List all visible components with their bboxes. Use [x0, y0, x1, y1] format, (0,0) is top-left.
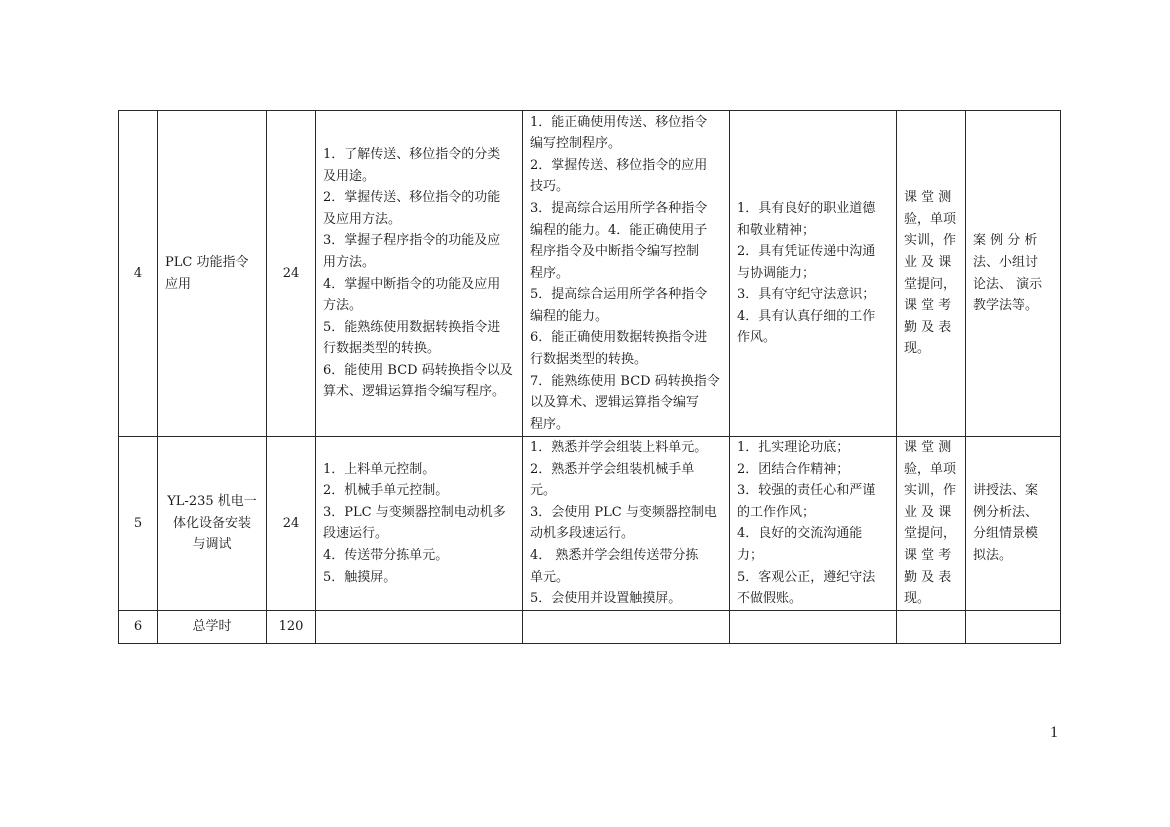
cell-text-line: 教学法等。	[973, 298, 1039, 314]
total-hours-value: 120	[278, 618, 304, 634]
cell-text-line: 元。	[530, 483, 557, 499]
cell-text-line: 和敬业精神；	[737, 222, 816, 238]
cell-text-line: 讲授法、案	[973, 483, 1039, 499]
hours-cell	[267, 111, 316, 437]
table-row	[119, 610, 1061, 643]
cell-text-line: 行数据类型的转换。	[323, 341, 441, 357]
cell-text-line: 及应用方法。	[323, 211, 402, 227]
cell-text-line: 实训，作	[904, 233, 957, 249]
row-number: 5	[133, 515, 143, 531]
cell-text-line: 不做假账。	[737, 591, 803, 607]
cell-text-line: 编写控制程序。	[530, 136, 622, 152]
cell-text-line: 分组情景模	[973, 526, 1039, 542]
cell-text-line: 课 堂 考	[904, 547, 952, 563]
cell-text-line: 2．团结合作精神；	[737, 461, 850, 477]
cell-text-line: 2．掌握传送、移位指令的功能	[323, 190, 501, 206]
cell-text-line: PLC 功能指令	[165, 254, 249, 270]
row-number-cell	[119, 610, 158, 643]
cell-text-line: 程序指令及中断指令编写控制	[530, 244, 700, 260]
cell-text-line: 的工作作风；	[737, 504, 816, 520]
row-number-cell	[119, 111, 158, 437]
cell-text-line: 业 及 课	[904, 504, 952, 520]
quality-objectives-cell	[730, 437, 897, 611]
skill-objectives-cell	[523, 610, 730, 643]
cell-text-line: 3．提高综合运用所学各种指令	[530, 200, 708, 216]
cell-text-line: 1．熟悉并学会组装上料单元。	[530, 440, 708, 455]
cell-text-line: 堂提问，	[904, 526, 957, 542]
assessment-method-cell	[897, 111, 966, 437]
cell-text-line: 拟法。	[973, 547, 1013, 563]
cell-text-line: 勤 及 表	[904, 319, 952, 335]
cell-text-line: 1．能正确使用传送、移位指令	[530, 114, 708, 130]
skill-objectives-cell	[523, 111, 730, 437]
skill-objectives-cell	[523, 437, 730, 611]
cell-text-line: YL-235 机电一	[167, 493, 257, 509]
cell-text-line: 行数据类型的转换。	[530, 352, 648, 368]
hours-cell	[267, 437, 316, 611]
cell-text-line: 6．能正确使用数据转换指令进	[530, 330, 708, 346]
cell-text-line: 业 及 课	[904, 254, 952, 270]
cell-text-line: 堂提问，	[904, 276, 957, 292]
cell-text-line: 5．触摸屏。	[323, 569, 397, 585]
cell-text-line: 5．能熟练使用数据转换指令进	[323, 319, 501, 335]
row-number: 4	[133, 265, 143, 281]
hours-value: 24	[282, 265, 300, 281]
cell-text-line: 2．掌握传送、移位指令的应用	[530, 157, 708, 173]
cell-text-line: 总学时	[192, 618, 232, 634]
cell-text-line: 3．掌握子程序指令的功能及应	[323, 233, 501, 249]
cell-text-line: 1．具有良好的职业道德	[737, 200, 876, 216]
cell-text-line: 3．较强的责任心和严谨	[737, 483, 876, 499]
cell-text-line: 与协调能力；	[737, 265, 816, 281]
teaching-method-cell	[966, 610, 1061, 643]
cell-text-line: 例分析法、	[973, 504, 1039, 520]
page-number: 1	[1050, 724, 1058, 741]
cell-text-line: 案 例 分 析	[973, 233, 1038, 249]
cell-text-line: 实训，作	[904, 483, 957, 499]
table-row	[119, 437, 1061, 611]
cell-text-line: 力；	[737, 547, 764, 563]
cell-text-line: 法、小组讨	[973, 254, 1039, 270]
cell-text-line: 5．提高综合运用所学各种指令	[530, 287, 708, 303]
row-number: 6	[133, 618, 143, 634]
cell-text-line: 2．具有凭证传递中沟通	[737, 244, 876, 260]
cell-text-line: 算术、逻辑运算指令编写程序。	[323, 384, 506, 400]
cell-text-line: 作风。	[737, 330, 777, 346]
teaching-method-cell	[966, 437, 1061, 611]
quality-objectives-cell	[730, 111, 897, 437]
cell-text-line: 程序。	[530, 265, 570, 281]
teaching-method-cell	[966, 111, 1061, 437]
cell-text-line: 3．PLC 与变频器控制电动机多	[323, 504, 506, 520]
row-number-cell	[119, 437, 158, 611]
cell-text-line: 课 堂 考	[904, 298, 952, 314]
knowledge-objectives-cell	[316, 437, 523, 611]
cell-text-line: 1．扎实理论功底；	[737, 440, 850, 455]
cell-text-line: 课 堂 测	[904, 440, 952, 455]
cell-text-line: 动机多段速运行。	[530, 526, 635, 542]
cell-text-line: 论法、 演示	[973, 276, 1043, 292]
quality-objectives-cell	[730, 610, 897, 643]
cell-text-line: 3．具有守纪守法意识；	[737, 287, 876, 303]
knowledge-objectives-cell	[316, 111, 523, 437]
cell-text-line: 与调试	[192, 537, 232, 553]
cell-text-line: 2．熟悉并学会组装机械手单	[530, 461, 695, 477]
cell-text-line: 应用	[165, 276, 192, 292]
cell-text-line: 现。	[904, 591, 931, 607]
cell-text-line: 课 堂 测	[904, 190, 952, 206]
cell-text-line: 1．了解传送、移位指令的分类	[323, 146, 501, 162]
cell-text-line: 验，单项	[904, 461, 957, 477]
cell-text-line: 编程的能力。4．能正确使用子	[530, 222, 708, 238]
cell-text-line: 程序。	[530, 416, 570, 432]
assessment-method-cell	[897, 437, 966, 611]
cell-text-line: 段速运行。	[323, 526, 389, 542]
cell-text-line: 体化设备安装	[172, 515, 251, 531]
cell-text-line: 5．客观公正，遵纪守法	[737, 569, 876, 585]
cell-text-line: 5．会使用并设置触摸屏。	[530, 591, 682, 607]
assessment-method-cell	[897, 610, 966, 643]
knowledge-objectives-cell	[316, 610, 523, 643]
cell-text-line: 单元。	[530, 569, 570, 585]
cell-text-line: 验，单项	[904, 211, 957, 227]
cell-text-line: 4．具有认真仔细的工作	[737, 308, 876, 324]
hours-cell	[267, 610, 316, 643]
cell-text-line: 1．上料单元控制。	[323, 461, 436, 477]
cell-text-line: 4． 熟悉并学会组传送带分拣	[530, 547, 699, 563]
module-name-cell	[158, 111, 267, 437]
cell-text-line: 4．良好的交流沟通能	[737, 526, 863, 542]
hours-value: 24	[282, 515, 300, 531]
cell-text-line: 用方法。	[323, 254, 376, 270]
cell-text-line: 4．掌握中断指令的功能及应用	[323, 276, 501, 292]
cell-text-line: 4．传送带分拣单元。	[323, 547, 449, 563]
cell-text-line: 编程的能力。	[530, 308, 609, 324]
cell-text-line: 3．会使用 PLC 与变频器控制电	[530, 504, 717, 520]
module-name-cell	[158, 437, 267, 611]
cell-text-line: 及用途。	[323, 168, 376, 184]
cell-text-line: 现。	[904, 341, 931, 357]
cell-text-line: 7．能熟练使用 BCD 码转换指令	[530, 373, 720, 389]
cell-text-line: 勤 及 表	[904, 569, 952, 585]
course-content-table	[118, 110, 1061, 644]
cell-text-line: 方法。	[323, 298, 363, 314]
total-hours-label-cell	[158, 610, 267, 643]
table-row	[119, 111, 1061, 437]
cell-text-line: 6．能使用 BCD 码转换指令以及	[323, 362, 513, 378]
cell-text-line: 2．机械手单元控制。	[323, 483, 449, 499]
cell-text-line: 以及算术、逻辑运算指令编写	[530, 395, 700, 411]
cell-text-line: 技巧。	[530, 179, 570, 195]
